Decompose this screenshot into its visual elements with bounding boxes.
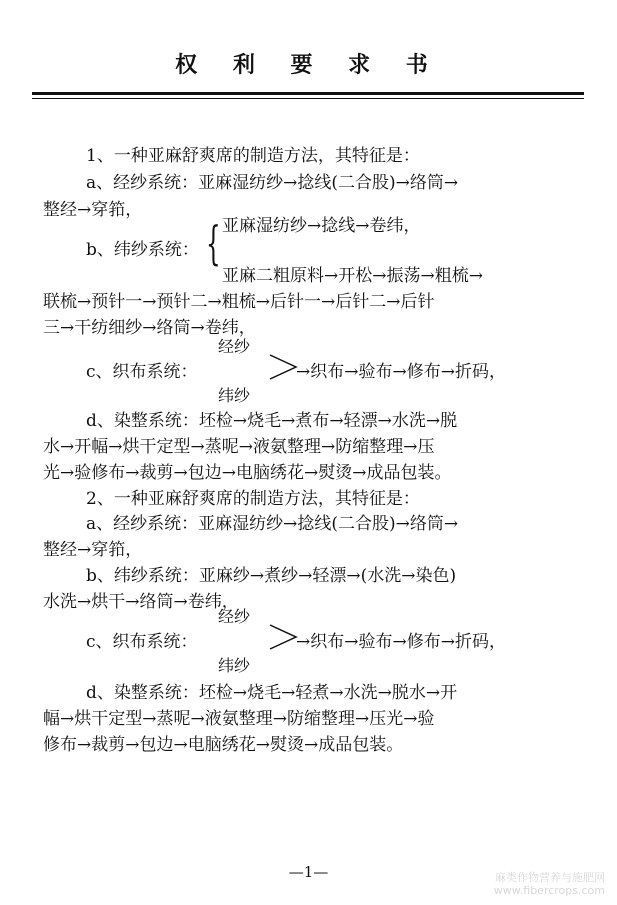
claim2-finish-line1: d、染整系统：坯检→烧毛→轻煮→水洗→脱水→开 bbox=[86, 683, 458, 703]
claim1-weave-weft: 纬纱 bbox=[218, 386, 251, 405]
claim2-weave-warp: 经纱 bbox=[218, 607, 251, 626]
header-rule-thin bbox=[32, 98, 584, 99]
claim1-weft-lower: 亚麻二粗原料→开松→振荡→粗梳→ bbox=[222, 266, 483, 286]
claim2-warp-line1: a、经纱系统：亚麻湿纺纱→捻线(二合股)→络筒→ bbox=[86, 514, 459, 534]
header-rule-thick bbox=[32, 92, 584, 95]
claim1-weft-line3: 联梳→预针一→预针二→粗梳→后针一→后针二→后针 bbox=[43, 292, 435, 312]
watermark-line2: www.fibercrops.com bbox=[493, 884, 605, 897]
claim2-weft-line1: b、纬纱系统：亚麻纱→煮纱→轻漂→(水洗→染色) bbox=[86, 566, 457, 586]
claim1-weft-label: b、纬纱系统： bbox=[86, 240, 199, 260]
claim1-intro: 1、一种亚麻舒爽席的制造方法，其特征是： bbox=[86, 146, 420, 166]
claim2-weave-label: c、织布系统： bbox=[86, 632, 198, 652]
claim2-weft-line2: 水洗→烘干→络筒→卷纬， bbox=[43, 592, 239, 612]
claim2-weave-weft: 纬纱 bbox=[218, 656, 251, 675]
claim1-weave-label: c、织布系统： bbox=[86, 362, 198, 382]
claim2-warp-line2: 整经→穿筘， bbox=[43, 540, 143, 560]
claim1-finish-line2: 水→开幅→烘干定型→蒸呢→液氨整理→防缩整理→压 bbox=[43, 437, 435, 457]
claim1-weft-brace: { bbox=[206, 216, 221, 270]
claim1-finish-line1: d、染整系统：坯检→烧毛→煮布→轻漂→水洗→脱 bbox=[86, 411, 458, 431]
claim1-weave-warp: 经纱 bbox=[218, 337, 251, 356]
claim1-weft-upper: 亚麻湿纺纱→捻线→卷纬， bbox=[222, 216, 421, 236]
document-title: 权 利 要 求 书 bbox=[175, 52, 442, 78]
claim1-finish-line3: 光→验修布→裁剪→包边→电脑绣花→熨烫→成品包装。 bbox=[43, 463, 452, 483]
claim1-weave-chain: →织布→验布→修布→折码， bbox=[296, 362, 506, 382]
claim2-intro: 2、一种亚麻舒爽席的制造方法，其特征是： bbox=[86, 489, 420, 509]
claim1-weft-line4: 三→干纺细纱→络筒→卷纬， bbox=[43, 318, 256, 338]
site-watermark bbox=[494, 871, 605, 897]
watermark-line1: 麻类作物营养与施肥网 bbox=[495, 871, 605, 884]
claim1-warp-line2: 整经→穿筘， bbox=[43, 200, 143, 220]
claim2-finish-line2: 幅→烘干定型→蒸呢→液氨整理→防缩整理→压光→验 bbox=[43, 709, 435, 729]
claim2-weave-chain: →织布→验布→修布→折码， bbox=[296, 632, 506, 652]
page-number: —1— bbox=[288, 863, 329, 881]
claim2-finish-line3: 修布→裁剪→包边→电脑绣花→熨烫→成品包装。 bbox=[43, 735, 404, 755]
claim1-warp-line1: a、经纱系统：亚麻湿纺纱→捻线(二合股)→络筒→ bbox=[86, 173, 459, 193]
